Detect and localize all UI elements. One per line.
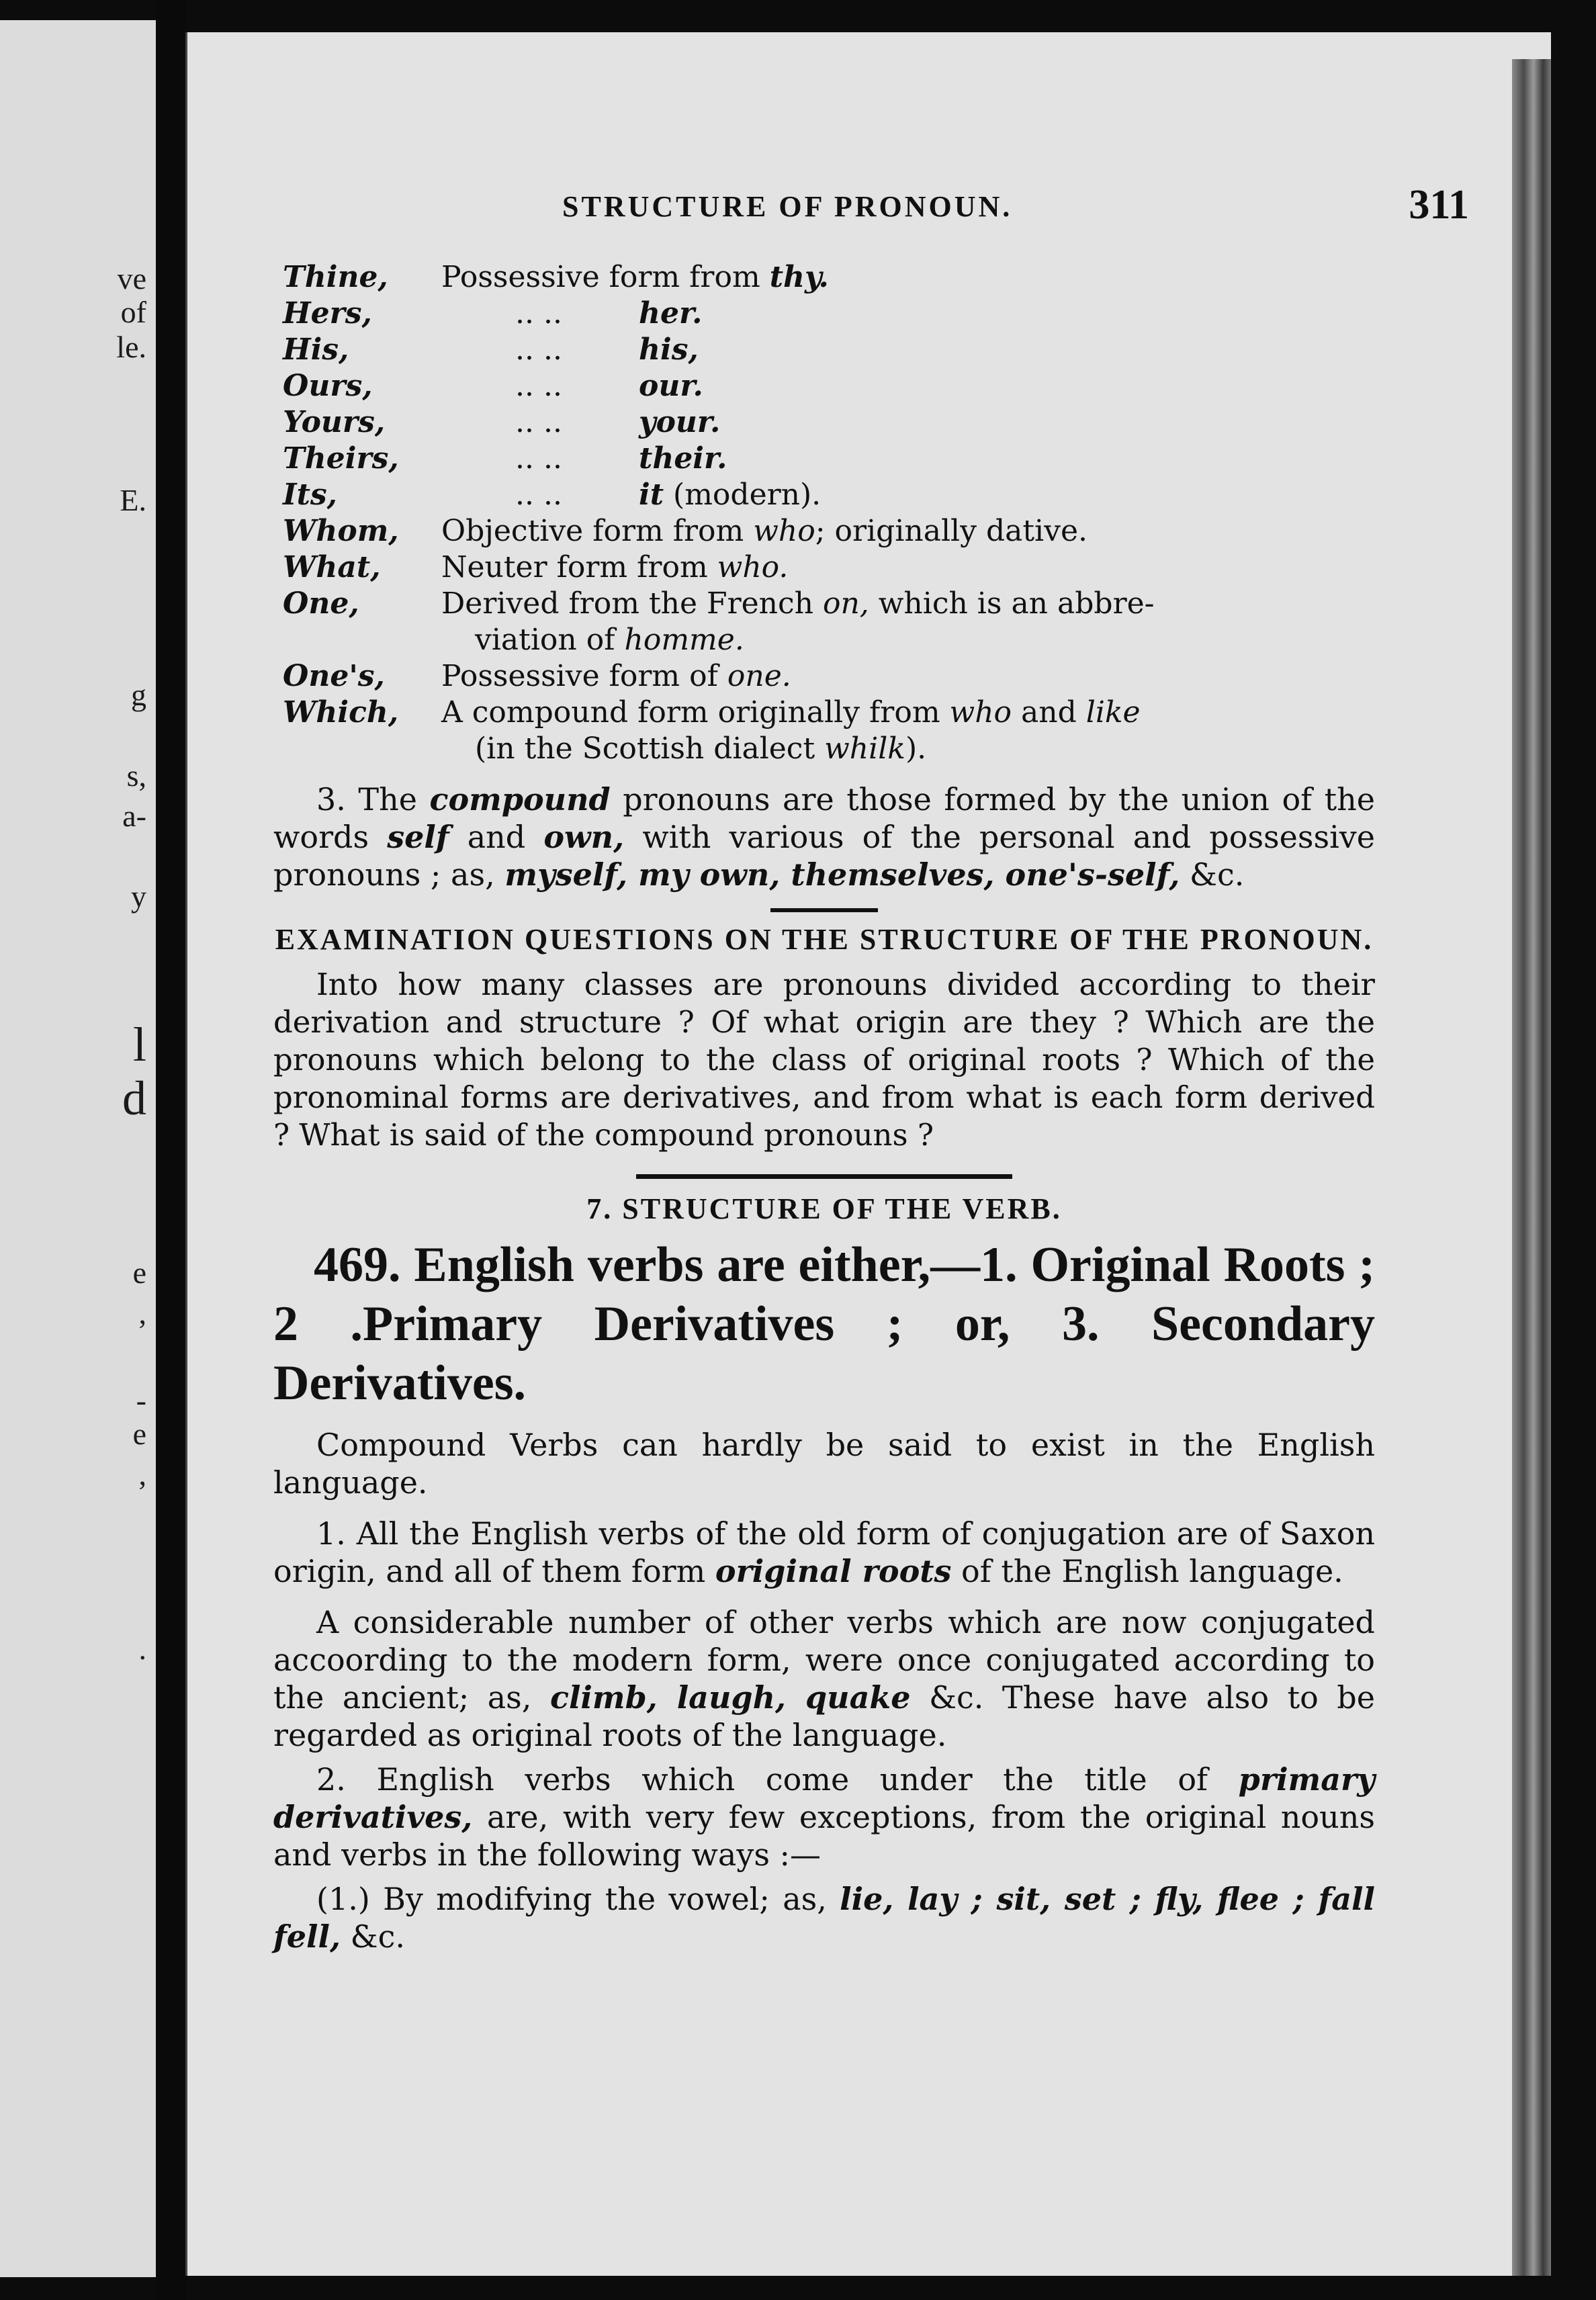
desc-continuation bbox=[441, 732, 926, 766]
left-fragment-text: , bbox=[138, 1296, 146, 1330]
exam-heading: EXAMINATION QUESTIONS ON THE STRUCTURE OF THE PRONOUN. bbox=[275, 923, 1374, 956]
table-row bbox=[273, 549, 1375, 586]
pronoun-word: Its, bbox=[283, 478, 337, 512]
pronoun-desc bbox=[441, 549, 1375, 586]
pronoun-word: One, bbox=[283, 586, 359, 621]
desc-italic: who bbox=[949, 695, 1012, 729]
para-text: are, with very few exceptions, from the original nouns and verbs in the following ways :— bbox=[273, 1799, 1375, 1873]
left-fragment-text: e bbox=[132, 1255, 146, 1290]
para-text: 3. The bbox=[316, 781, 430, 817]
table-row bbox=[273, 658, 1375, 695]
desc-italic: one. bbox=[727, 659, 791, 693]
pronoun-desc bbox=[441, 441, 1375, 477]
pronoun-word: Whom, bbox=[283, 514, 399, 548]
para-text: and bbox=[449, 819, 544, 855]
left-fragment-text: , bbox=[138, 1457, 146, 1491]
para-text: &c. These have also to be regarded as original roots of the language. bbox=[273, 1679, 1375, 1753]
left-fragment-text: l bbox=[132, 1018, 146, 1071]
desc-text: Objective form from bbox=[441, 514, 754, 548]
pronoun-word: One's, bbox=[283, 659, 385, 693]
compound-pronouns-paragraph bbox=[273, 781, 1375, 893]
para-text: 1. All the English verbs of the old form of conjugation are of Saxon origin, and all of them form bbox=[273, 1515, 1375, 1589]
table-row bbox=[273, 586, 1375, 658]
para-italic: climb, laugh, quake bbox=[549, 1679, 911, 1716]
running-header bbox=[273, 181, 1469, 255]
base-word: it bbox=[639, 478, 664, 512]
desc-continuation bbox=[441, 623, 744, 657]
desc-italic: whilk bbox=[824, 732, 905, 766]
para-italic: compound bbox=[429, 781, 611, 817]
pronoun-word: His, bbox=[283, 333, 349, 367]
desc-text: ; originally dative. bbox=[815, 514, 1088, 548]
desc-suffix: (modern). bbox=[664, 478, 822, 512]
left-page-fragment bbox=[0, 20, 157, 2277]
base-word: his, bbox=[639, 333, 699, 367]
left-fragment-text: g bbox=[131, 678, 146, 712]
table-row bbox=[273, 296, 1375, 332]
page-content bbox=[273, 181, 1469, 1955]
left-fragment-text: s, bbox=[126, 758, 146, 793]
table-row bbox=[273, 477, 1375, 513]
pronoun-word: Which, bbox=[283, 695, 399, 729]
table-row bbox=[273, 404, 1375, 441]
desc-text: (in the Scottish dialect bbox=[475, 732, 825, 766]
para-italic: self bbox=[387, 819, 449, 855]
left-fragment-text: of bbox=[120, 295, 146, 329]
pronoun-desc bbox=[441, 513, 1375, 549]
para-italic: original roots bbox=[715, 1553, 952, 1589]
ditto-marks: .. .. bbox=[515, 441, 562, 476]
exam-questions-paragraph: Into how many classes are pronouns divided according to their derivation and structure ? Of what origin are they ? Which are the pronouns which belong to the class of original roots ? Which of the pronominal forms are derivatives, and from what is each form derived ? What is said of the compound pronouns ? bbox=[273, 967, 1375, 1153]
ditto-marks: .. .. bbox=[515, 405, 562, 439]
para-text: (1.) By modifying the vowel; as, bbox=[316, 1881, 840, 1917]
desc-text: Derived from the French bbox=[441, 586, 823, 621]
desc-text: viation of bbox=[475, 623, 625, 657]
pronoun-desc bbox=[441, 368, 1375, 404]
pronoun-word: Ours, bbox=[283, 369, 373, 403]
left-fragment-text: E. bbox=[120, 483, 146, 517]
base-word: her. bbox=[639, 296, 703, 330]
book-page bbox=[185, 32, 1551, 2276]
left-fragment-text: y bbox=[131, 879, 146, 914]
ditto-marks: .. .. bbox=[515, 369, 562, 403]
base-word: their. bbox=[639, 441, 727, 476]
left-fragment-text: le. bbox=[116, 330, 146, 364]
left-fragment-text: d bbox=[122, 1071, 146, 1125]
verb-section-heading: 7. STRUCTURE OF THE VERB. bbox=[586, 1192, 1062, 1225]
desc-text: Neuter form from bbox=[441, 550, 717, 584]
desc-text: which is an abbre- bbox=[869, 586, 1155, 621]
separator-rule bbox=[770, 908, 878, 912]
left-fragment-text: a- bbox=[122, 799, 146, 833]
ditto-marks: .. .. bbox=[515, 478, 562, 512]
desc-text: A compound form originally from bbox=[441, 695, 950, 729]
ditto-marks: .. .. bbox=[515, 296, 562, 330]
compound-verbs-paragraph: Compound Verbs can hardly be said to exist in the English language. bbox=[273, 1427, 1375, 1501]
base-word: your. bbox=[639, 405, 721, 439]
pronoun-desc bbox=[441, 477, 1375, 513]
para-text: with various of the personal and possessive pronouns ; as, bbox=[273, 819, 1376, 893]
desc-text: ). bbox=[905, 732, 927, 766]
desc-italic: on, bbox=[822, 586, 869, 621]
para-italic: lie, lay ; sit, set ; fly, flee ; fall fell, bbox=[273, 1881, 1375, 1955]
running-title: STRUCTURE OF PRONOUN. bbox=[562, 190, 1013, 223]
desc-text: Possessive form of bbox=[441, 659, 727, 693]
page-edge bbox=[1512, 59, 1551, 2276]
para-italic: primary derivatives, bbox=[273, 1761, 1375, 1835]
table-row bbox=[273, 368, 1375, 404]
left-fragment-text: . bbox=[138, 1632, 146, 1666]
table-row bbox=[273, 259, 1375, 296]
para-text: &c. bbox=[341, 1918, 405, 1955]
para-text: A considerable number of other verbs which are now conjugated accoording to the modern form, were once conjugated according to the ancient; as, bbox=[273, 1604, 1375, 1716]
para-italic: myself, my own, themselves, one's-self, bbox=[504, 856, 1180, 893]
para-text: &c. bbox=[1180, 856, 1245, 893]
left-fragment-text: ve bbox=[117, 261, 146, 296]
base-word: our. bbox=[639, 369, 703, 403]
para-text: 2. English verbs which come under the title of bbox=[316, 1761, 1239, 1798]
para-text: pronouns are those formed by the union of the words bbox=[273, 781, 1376, 855]
table-row bbox=[273, 513, 1375, 549]
para-italic: own, bbox=[543, 819, 625, 855]
paragraph-4 bbox=[273, 1880, 1375, 1955]
pronoun-table bbox=[273, 259, 1375, 767]
pronoun-word: What, bbox=[283, 550, 381, 584]
ditto-marks: .. .. bbox=[515, 333, 562, 367]
desc-text: and bbox=[1012, 695, 1086, 729]
page-number: 311 bbox=[1409, 182, 1469, 228]
pronoun-word: Yours, bbox=[283, 405, 386, 439]
pronoun-word: Hers, bbox=[283, 296, 372, 330]
table-row bbox=[273, 332, 1375, 368]
desc-text: Possessive form from bbox=[441, 260, 760, 294]
pronoun-desc bbox=[441, 586, 1375, 658]
pronoun-word: Theirs, bbox=[283, 441, 399, 476]
pronoun-desc bbox=[441, 658, 1375, 695]
pronoun-desc bbox=[441, 296, 1375, 332]
pronoun-desc bbox=[441, 332, 1375, 368]
pronoun-desc bbox=[441, 404, 1375, 441]
desc-italic: like bbox=[1085, 695, 1141, 729]
desc-italic: homme. bbox=[624, 623, 744, 657]
left-fragment-text: e bbox=[132, 1417, 146, 1451]
table-row bbox=[273, 695, 1375, 767]
separator-rule bbox=[636, 1174, 1012, 1179]
desc-italic: who bbox=[753, 514, 815, 548]
para-text: of the English language. bbox=[951, 1553, 1343, 1589]
section-469-paragraph: 469. English verbs are either,—1. Original Roots ; 2 .Primary Derivatives ; or, 3. Secondary Derivatives. bbox=[273, 1237, 1375, 1411]
paragraph-2 bbox=[273, 1603, 1375, 1754]
left-fragment-text: - bbox=[136, 1383, 146, 1417]
desc-italic: who. bbox=[717, 550, 789, 584]
pronoun-word: Thine, bbox=[283, 260, 388, 294]
book-gutter bbox=[156, 0, 187, 2300]
pronoun-desc bbox=[441, 695, 1375, 767]
paragraph-1 bbox=[273, 1515, 1375, 1590]
pronoun-desc bbox=[441, 259, 1375, 296]
base-word: thy. bbox=[769, 260, 829, 294]
paragraph-3 bbox=[273, 1761, 1375, 1873]
table-row bbox=[273, 441, 1375, 477]
